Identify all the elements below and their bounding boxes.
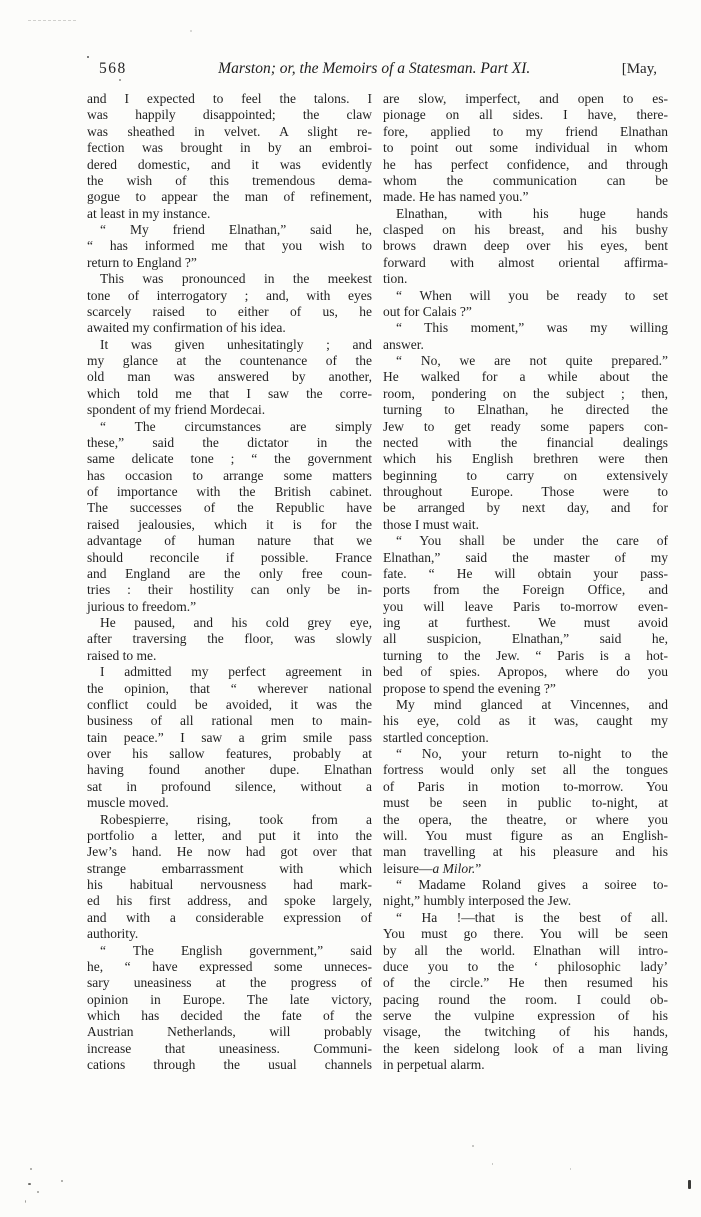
text-line: Jew’s hand. He now had got over that	[87, 844, 372, 860]
scan-speck	[119, 79, 121, 81]
text-line: I admitted my perfect agreement in	[100, 664, 372, 680]
scan-smudge	[28, 20, 76, 23]
text-line: leisure—a Milor.”	[383, 860, 482, 876]
text-line: business of all rational men to main-	[87, 713, 372, 729]
text-line: turning to the Jew. “ Paris is a hot-	[383, 647, 668, 663]
text-line: Elnathan, with his huge hands	[396, 205, 668, 221]
text-line: these,” said the dictator in the	[87, 434, 372, 450]
text-line: advantage of human nature that we	[87, 533, 372, 549]
text-line: having found another dupe. Elnathan	[87, 762, 372, 778]
text-line: clasped on his breast, and his bushy	[383, 222, 668, 237]
text-line: at least in my instance.	[87, 205, 211, 221]
scan-speck	[25, 1200, 26, 1203]
text-line: the opinion, that “ wherever national	[87, 680, 372, 696]
text-line: tion.	[383, 271, 408, 287]
text-line: He walked for a while about the	[383, 369, 668, 385]
text-line: pacing round the room. I could ob-	[383, 991, 668, 1007]
text-line: the wish of this tremendous dema-	[87, 172, 372, 188]
text-line: his habitual nervousness had mark-	[87, 877, 372, 892]
text-line: “ This moment,” was my willing	[396, 320, 668, 336]
text-line: Robespierre, rising, took from a	[100, 811, 372, 827]
text-line: his eye, cold as it was, caught my	[383, 713, 668, 729]
text-line: the keen sidelong look of a man living	[383, 1040, 668, 1056]
text-line: after traversing the floor, was slowly	[87, 631, 372, 647]
text-line: The successes of the Republic have	[87, 500, 372, 516]
text-line: are slow, imperfect, and open to es-	[383, 91, 668, 106]
text-line: duce you to the ‘ philosophic lady’	[383, 958, 668, 974]
scan-speck	[190, 30, 192, 32]
text-line: cations through the usual channels	[87, 1057, 372, 1073]
text-line: tone of interrogatory ; and, with eyes	[87, 287, 372, 303]
text-line: my glance at the countenance of the	[87, 353, 372, 368]
text-line: gogue to appear the man of refinement,	[87, 189, 372, 205]
text-line: “ The circumstances are simply	[100, 418, 372, 434]
scan-speck	[28, 1183, 31, 1185]
text-line: pionage on all sides. I have, there-	[383, 107, 668, 123]
text-line: Elnathan,” said the master of my	[383, 549, 668, 565]
text-line: raised to me.	[87, 647, 157, 663]
text-line: spondent of my friend Mordecai.	[87, 402, 266, 418]
text-line: be arranged by next day, and for	[383, 500, 668, 516]
scan-speck	[570, 1168, 571, 1170]
scan-ink-mark	[688, 1180, 691, 1189]
text-line: which his English brethren were then	[383, 451, 668, 467]
text-line: “ Ha !—that is the best of all.	[396, 909, 668, 925]
text-line: portfolio a letter, and put it into the	[87, 827, 372, 843]
text-line: made. He has named you.”	[383, 189, 529, 205]
text-line: was sheathed in velvet. A slight re-	[87, 123, 372, 139]
left-column	[87, 91, 372, 1074]
text-line: “ Madame Roland gives a soiree to-	[396, 877, 668, 892]
text-line: strange embarrassment with which	[87, 860, 372, 876]
text-line: must be seen in public to-night, at	[383, 795, 668, 811]
text-line: ing at furthest. We must avoid	[383, 615, 668, 630]
text-line: the opera, the theatre, or where you	[383, 811, 668, 827]
text-line: tries : their hostility can only be in-	[87, 582, 372, 598]
text-line: dered domestic, and it was evidently	[87, 156, 372, 172]
text-line: “ No, your return to-night to the	[396, 746, 668, 761]
text-line: fate. “ He will obtain your pass-	[383, 565, 668, 581]
text-line: “ My friend Elnathan,” said he,	[100, 222, 372, 237]
text-line: will. You must figure as an English-	[383, 827, 668, 843]
text-line: he, “ have expressed some unneces-	[87, 958, 372, 974]
text-line: “ No, we are not quite prepared.”	[396, 353, 668, 368]
text-line: fection was brought in by an embroi-	[87, 140, 372, 156]
text-columns	[87, 91, 668, 1074]
text-line: and England are the only free coun-	[87, 565, 372, 581]
text-line: of importance with the British cabinet.	[87, 484, 372, 499]
text-line: was happily disappointed; the claw	[87, 107, 372, 123]
text-line: throughout Europe. Those were to	[383, 484, 668, 499]
text-line: man travelling at his pleasure and his	[383, 844, 668, 860]
text-line: sary uneasiness at the progress of	[87, 975, 372, 991]
text-line: room, pondering on the subject ; then,	[383, 385, 668, 401]
scan-speck	[61, 1180, 63, 1182]
text-line: brows drawn deep over his eyes, bent	[383, 238, 668, 254]
text-line: old man was answered by another,	[87, 369, 372, 385]
page-number: 568	[99, 60, 127, 77]
text-line: opinion in Europe. The late victory,	[87, 991, 372, 1007]
issue-month: [May,	[621, 61, 657, 77]
scan-speck	[30, 1168, 32, 1170]
text-line: beginning to carry on extensively	[383, 467, 668, 483]
text-line: “ When will you be ready to set	[396, 287, 668, 303]
text-line: which told me that I saw the corre-	[87, 385, 372, 401]
text-line: forward with almost oriental affirma-	[383, 254, 668, 270]
text-line: which has decided the fate of the	[87, 1008, 372, 1023]
scan-speck	[472, 1145, 474, 1147]
text-line: “ has informed me that you wish to	[87, 238, 372, 254]
text-line: It was given unhesitatingly ; and	[100, 336, 372, 352]
text-line: sat in profound silence, without a	[87, 778, 372, 794]
text-line: You must go there. You will be seen	[383, 926, 668, 942]
text-line: he has perfect confidence, and through	[383, 156, 668, 172]
text-line: and with a considerable expression of	[87, 909, 372, 925]
text-line: visage, the twitching of his hands,	[383, 1024, 668, 1040]
text-line: over his sallow features, probably at	[87, 746, 372, 761]
text-line: fortress would only set all the tongues	[383, 762, 668, 778]
text-line: muscle moved.	[87, 795, 169, 811]
text-line: those I must wait.	[383, 516, 479, 532]
text-line: He paused, and his cold grey eye,	[100, 615, 372, 630]
text-line: ed his first address, and spoke largely,	[87, 893, 372, 909]
text-line: of the circle.” He then resumed his	[383, 975, 668, 991]
text-line: whom the communication can be	[383, 172, 668, 188]
text-line: authority.	[87, 926, 139, 942]
text-line: propose to spend the evening ?”	[383, 680, 556, 696]
text-line: should reconcile if possible. France	[87, 549, 372, 565]
text-line: This was pronounced in the meekest	[100, 271, 372, 287]
text-line: increase that uneasiness. Communi-	[87, 1040, 372, 1056]
text-line: bed of spies. Apropos, where do you	[383, 664, 668, 680]
text-line: in perpetual alarm.	[383, 1057, 485, 1073]
running-title: Marston; or, the Memoirs of a Statesman. Part XI.	[218, 60, 531, 77]
text-line: answer.	[383, 336, 424, 352]
right-column	[383, 91, 668, 1074]
text-line: by all the world. Elnathan will intro-	[383, 942, 668, 958]
text-line: conflict could be avoided, it was the	[87, 696, 372, 712]
text-line: turning to Elnathan, he directed the	[383, 402, 668, 418]
text-line: My mind glanced at Vincennes, and	[396, 696, 668, 712]
text-line: and I expected to feel the talons. I	[87, 91, 372, 106]
page-header	[87, 60, 665, 78]
text-line: serve the vulpine expression of his	[383, 1008, 668, 1023]
text-line: jurious to freedom.”	[87, 598, 197, 614]
text-line: same delicate tone ; “ the government	[87, 451, 372, 467]
scan-speck	[37, 1191, 39, 1193]
text-line: you will leave Paris to-morrow even-	[383, 598, 668, 614]
text-line: “ You shall be under the care of	[396, 533, 668, 549]
text-line: nected with the financial dealings	[383, 434, 668, 450]
text-line: awaited my confirmation of his idea.	[87, 320, 286, 336]
text-line: fore, applied to my friend Elnathan	[383, 123, 668, 139]
text-line: of Paris in motion to-morrow. You	[383, 778, 668, 794]
text-line: raised jealousies, which it is for the	[87, 516, 372, 532]
text-line: return to England ?”	[87, 254, 197, 270]
text-line: tain peace.” I saw a grim smile pass	[87, 729, 372, 745]
text-line: to point out some individual in whom	[383, 140, 668, 156]
text-line: Jew to get ready some papers con-	[383, 418, 668, 434]
text-line: “ The English government,” said	[100, 942, 372, 958]
text-line: scarcely raised to either of us, he	[87, 303, 372, 319]
text-line: startled conception.	[383, 729, 489, 745]
text-line: night,” humbly interposed the Jew.	[383, 893, 572, 909]
scan-speck	[492, 1163, 493, 1165]
text-line: out for Calais ?”	[383, 303, 472, 319]
text-line: all suspicion, Elnathan,” said he,	[383, 631, 668, 647]
text-line: ports from the Foreign Office, and	[383, 582, 668, 598]
text-line: Austrian Netherlands, will probably	[87, 1024, 372, 1040]
text-line: has occasion to arrange some matters	[87, 467, 372, 483]
scan-speck	[87, 56, 89, 58]
